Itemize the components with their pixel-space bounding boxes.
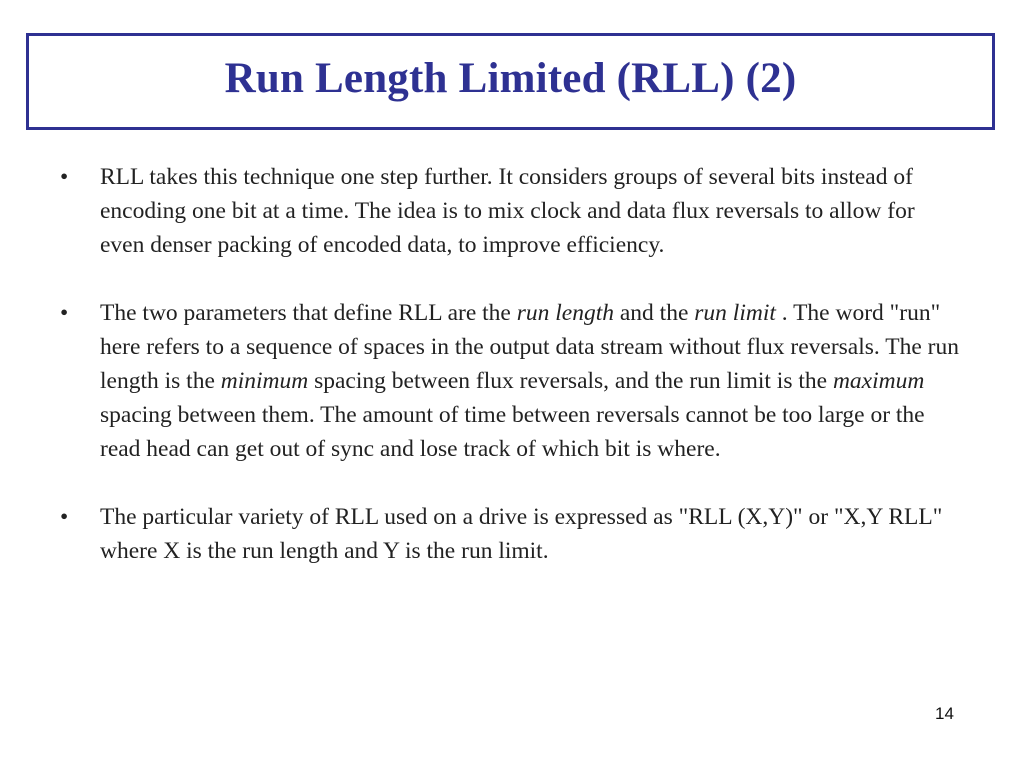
bullet-icon: •: [60, 300, 69, 326]
bullet-text: RLL takes this technique one step further. It considers groups of several bits instead of encoding one bit at a time. The idea is to mix clock and data flux reversals to allow for even denser packing of encoded data, to improve efficiency.: [100, 164, 915, 258]
bullet-icon: •: [60, 164, 69, 190]
bullet-list: [60, 160, 960, 568]
text-run: and the: [614, 300, 695, 326]
bullet-item: [60, 160, 960, 262]
emphasis-run-limit: run limit: [694, 300, 776, 326]
emphasis-minimum: minimum: [220, 368, 309, 394]
slide-title: Run Length Limited (RLL) (2): [224, 55, 797, 102]
text-run: The two parameters that define RLL are the: [100, 300, 517, 326]
bullet-item: [60, 296, 960, 466]
emphasis-maximum: maximum: [832, 368, 925, 394]
page-number: 14: [935, 704, 954, 723]
emphasis-run-length: run length: [516, 300, 614, 326]
bullet-item: [60, 500, 960, 568]
text-run: spacing between flux reversals, and the run limit is the: [308, 368, 833, 394]
bullet-text: [100, 300, 959, 462]
bullet-text: The particular variety of RLL used on a drive is expressed as "RLL (X,Y)" or "X,Y RLL" where X is the run length and Y is the run limit.: [100, 504, 943, 564]
bullet-icon: •: [60, 504, 69, 530]
text-run: spacing between them. The amount of time between reversals cannot be too large or the read head can get out of sync and lose track of which bit is where.: [100, 402, 925, 462]
slide-title-box: [26, 33, 995, 130]
text-run: . The word "run" here refers to a sequence of spaces in the output data stream without flux reversals. The run length is the: [100, 300, 959, 394]
